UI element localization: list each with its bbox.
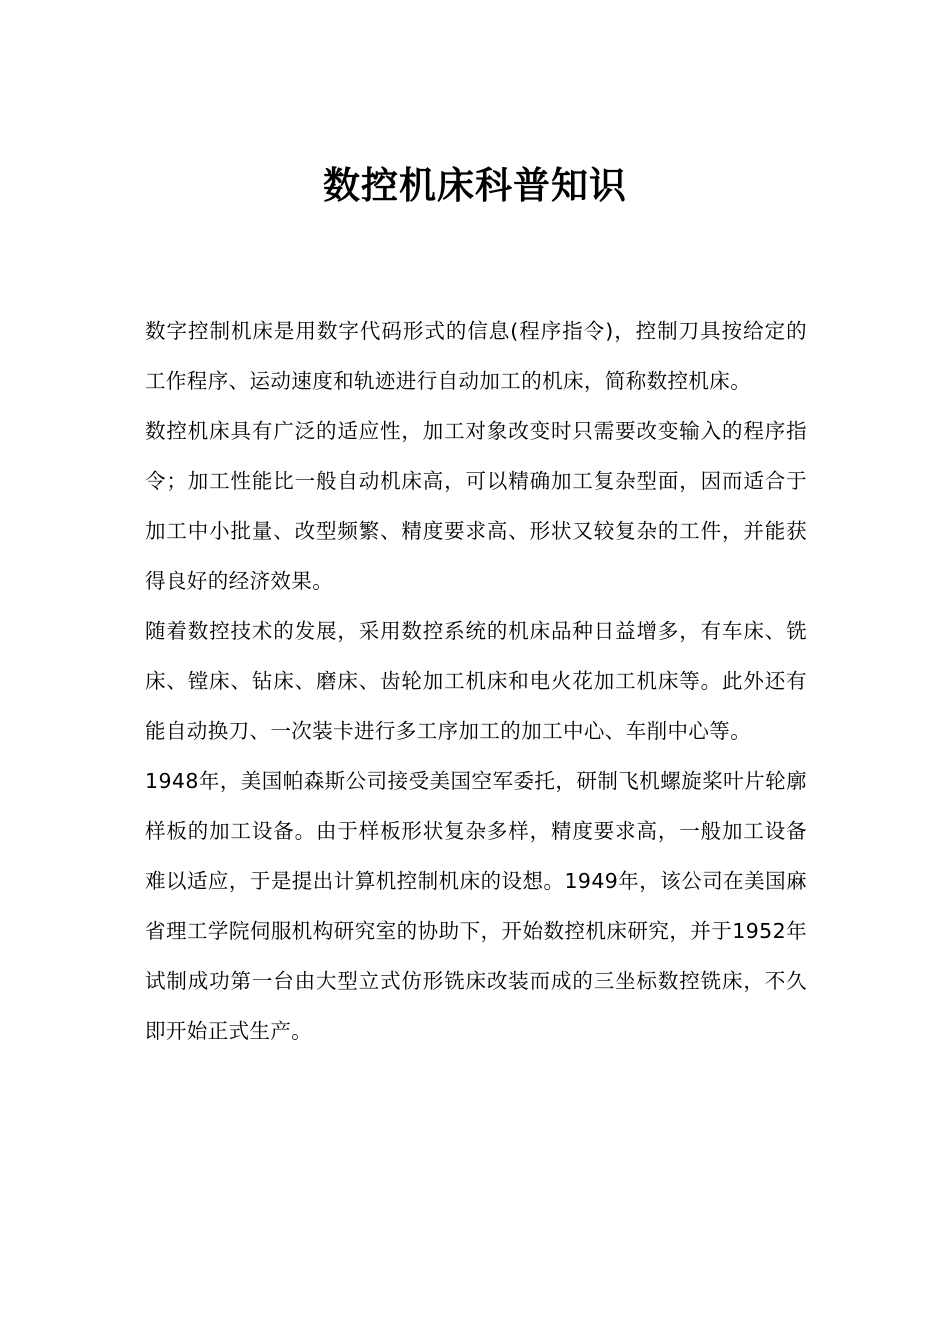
paragraph-adaptability: 数控机床具有广泛的适应性，加工对象改变时只需要改变输入的程序指令；加工性能比一般自动机床高，可以精确加工复杂型面，因而适合于加工中小批量、改型频繁、精度要求高、形状又较复杂的工件，并能获得良好的经济效果。 <box>145 419 807 593</box>
paragraph-intro: 数字控制机床是用数字代码形式的信息(程序指令)，控制刀具按给定的工作程序、运动速度和轨迹进行自动加工的机床，简称数控机床。 <box>145 319 807 393</box>
document-body <box>145 306 807 1056</box>
paragraph-machine-types: 随着数控技术的发展，采用数控系统的机床品种日益增多，有车床、铣床、镗床、钻床、磨床、齿轮加工机床和电火花加工机床等。此外还有能自动换刀、一次装卡进行多工序加工的加工中心、车削中心等。 <box>145 619 807 743</box>
paragraph-history: 1948年，美国帕森斯公司接受美国空军委托，研制飞机螺旋桨叶片轮廓样板的加工设备。由于样板形状复杂多样，精度要求高，一般加工设备难以适应，于是提出计算机控制机床的设想。1949年，该公司在美国麻省理工学院伺服机构研究室的协助下，开始数控机床研究，并于1952年试制成功第一台由大型立式仿形铣床改装而成的三坐标数控铣床，不久即开始正式生产。 <box>145 769 807 1043</box>
page-title: 数控机床科普知识 <box>323 163 627 207</box>
